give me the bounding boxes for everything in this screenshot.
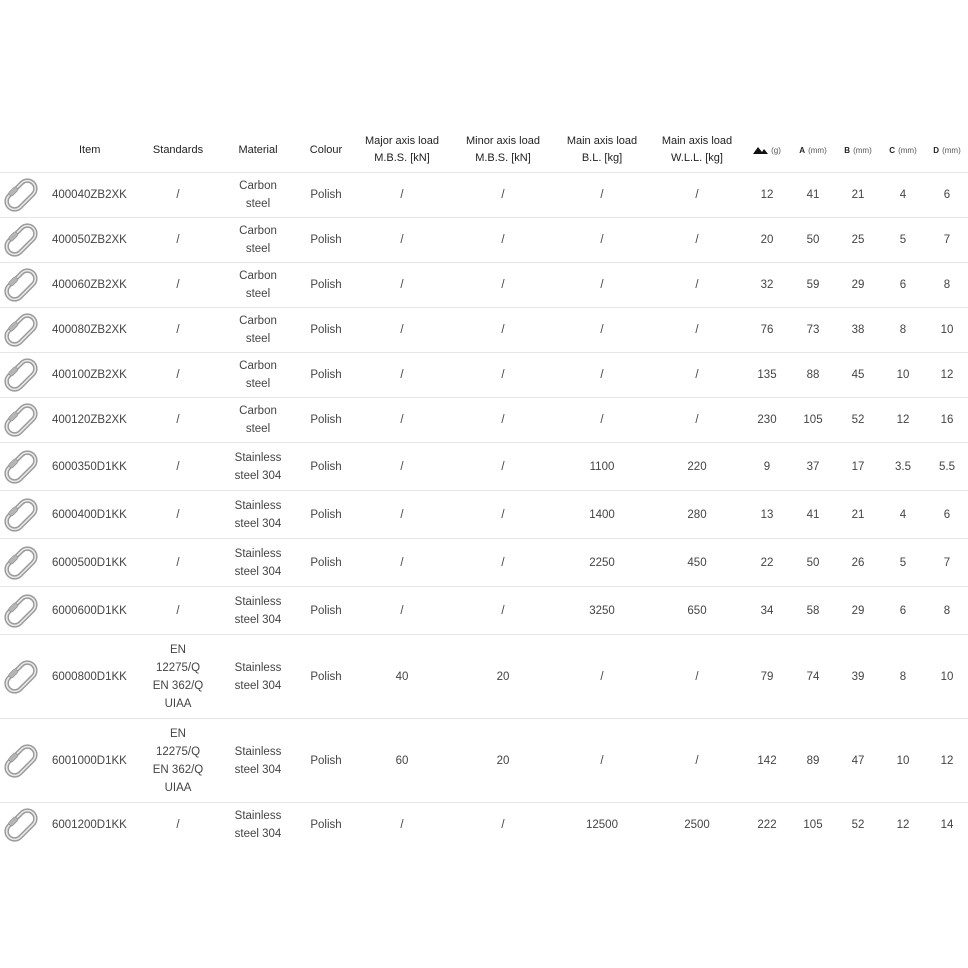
- material-cell: Stainless steel 304: [216, 803, 300, 848]
- a-cell: 59: [790, 263, 836, 308]
- minor-axis-cell: /: [452, 353, 554, 398]
- header-standards: Standards: [152, 143, 204, 156]
- main-axis-wll-cell: /: [650, 719, 744, 803]
- weight-cell: 135: [744, 353, 790, 398]
- colour-cell: Polish: [300, 398, 352, 443]
- a-cell: 37: [790, 443, 836, 491]
- d-cell: 6: [926, 173, 968, 218]
- item-code: 400080ZB2XK: [44, 308, 140, 353]
- main-axis-bl-cell: /: [554, 263, 650, 308]
- standards-cell: /: [140, 173, 216, 218]
- main-axis-bl-cell: /: [554, 398, 650, 443]
- b-cell: 39: [836, 635, 880, 719]
- b-cell: 45: [836, 353, 880, 398]
- d-cell: 5.5: [926, 443, 968, 491]
- colour-cell: Polish: [300, 539, 352, 587]
- a-cell: 105: [790, 398, 836, 443]
- colour-cell: Polish: [300, 719, 352, 803]
- c-cell: 12: [880, 803, 926, 848]
- major-axis-cell: /: [352, 491, 452, 539]
- major-axis-cell: /: [352, 539, 452, 587]
- material-cell: Carbon steel: [216, 173, 300, 218]
- b-cell: 21: [836, 173, 880, 218]
- c-cell: 5: [880, 218, 926, 263]
- d-cell: 10: [926, 635, 968, 719]
- item-code: 6001200D1KK: [44, 803, 140, 848]
- product-image-cell: [0, 587, 44, 635]
- main-axis-bl-cell: /: [554, 218, 650, 263]
- quick-link-icon: [0, 400, 42, 440]
- quick-link-icon: [0, 805, 42, 845]
- product-image-cell: [0, 539, 44, 587]
- item-code: 6000500D1KK: [44, 539, 140, 587]
- b-cell: 26: [836, 539, 880, 587]
- c-cell: 3.5: [880, 443, 926, 491]
- main-axis-bl-cell: 3250: [554, 587, 650, 635]
- a-cell: 41: [790, 491, 836, 539]
- material-cell: Carbon steel: [216, 353, 300, 398]
- colour-cell: Polish: [300, 443, 352, 491]
- material-cell: Stainless steel 304: [216, 587, 300, 635]
- main-axis-wll-cell: /: [650, 398, 744, 443]
- header-d: D (mm): [933, 145, 961, 155]
- weight-cell: 230: [744, 398, 790, 443]
- standards-cell: /: [140, 218, 216, 263]
- minor-axis-cell: /: [452, 173, 554, 218]
- colour-cell: Polish: [300, 587, 352, 635]
- table-row: [0, 539, 968, 587]
- product-image-cell: [0, 353, 44, 398]
- d-cell: 7: [926, 218, 968, 263]
- header-item: Item: [79, 143, 101, 156]
- d-cell: 7: [926, 539, 968, 587]
- d-cell: 14: [926, 803, 968, 848]
- table-row: [0, 491, 968, 539]
- colour-cell: Polish: [300, 173, 352, 218]
- major-axis-cell: /: [352, 218, 452, 263]
- header-image: [0, 128, 44, 173]
- main-axis-wll-cell: 450: [650, 539, 744, 587]
- b-cell: 29: [836, 263, 880, 308]
- product-image-cell: [0, 308, 44, 353]
- standards-cell: EN 12275/Q EN 362/Q UIAA: [140, 719, 216, 803]
- minor-axis-cell: /: [452, 263, 554, 308]
- c-cell: 10: [880, 719, 926, 803]
- product-spec-table: [0, 128, 968, 847]
- product-image-cell: [0, 398, 44, 443]
- a-cell: 88: [790, 353, 836, 398]
- header-major-axis: Major axis load M.B.S. [kN]: [365, 135, 439, 164]
- c-cell: 6: [880, 263, 926, 308]
- quick-link-icon: [0, 220, 42, 260]
- colour-cell: Polish: [300, 308, 352, 353]
- main-axis-bl-cell: /: [554, 719, 650, 803]
- major-axis-cell: /: [352, 587, 452, 635]
- c-cell: 12: [880, 398, 926, 443]
- header-minor-axis: Minor axis load M.B.S. [kN]: [466, 135, 540, 164]
- minor-axis-cell: /: [452, 308, 554, 353]
- weight-cell: 222: [744, 803, 790, 848]
- b-cell: 52: [836, 398, 880, 443]
- d-cell: 12: [926, 719, 968, 803]
- quick-link-icon: [0, 591, 42, 631]
- material-cell: Carbon steel: [216, 398, 300, 443]
- main-axis-bl-cell: /: [554, 635, 650, 719]
- table-row: [0, 173, 968, 218]
- b-cell: 25: [836, 218, 880, 263]
- c-cell: 10: [880, 353, 926, 398]
- item-code: 400100ZB2XK: [44, 353, 140, 398]
- table-row: [0, 263, 968, 308]
- standards-cell: /: [140, 491, 216, 539]
- a-cell: 41: [790, 173, 836, 218]
- colour-cell: Polish: [300, 635, 352, 719]
- table-row: [0, 308, 968, 353]
- material-cell: Stainless steel 304: [216, 443, 300, 491]
- main-axis-wll-cell: 220: [650, 443, 744, 491]
- c-cell: 8: [880, 635, 926, 719]
- weight-cell: 9: [744, 443, 790, 491]
- item-code: 400040ZB2XK: [44, 173, 140, 218]
- main-axis-wll-cell: /: [650, 263, 744, 308]
- quick-link-icon: [0, 175, 42, 215]
- main-axis-wll-cell: /: [650, 218, 744, 263]
- d-cell: 12: [926, 353, 968, 398]
- header-row: [0, 128, 968, 173]
- standards-cell: /: [140, 308, 216, 353]
- major-axis-cell: 60: [352, 719, 452, 803]
- main-axis-wll-cell: 2500: [650, 803, 744, 848]
- main-axis-wll-cell: 280: [650, 491, 744, 539]
- quick-link-icon: [0, 265, 42, 305]
- product-image-cell: [0, 719, 44, 803]
- header-main-axis-wll: Main axis load W.L.L. [kg]: [661, 135, 733, 164]
- a-cell: 105: [790, 803, 836, 848]
- table-row: [0, 218, 968, 263]
- product-image-cell: [0, 218, 44, 263]
- a-cell: 89: [790, 719, 836, 803]
- table-row: [0, 353, 968, 398]
- b-cell: 29: [836, 587, 880, 635]
- material-cell: Stainless steel 304: [216, 719, 300, 803]
- colour-cell: Polish: [300, 353, 352, 398]
- standards-cell: /: [140, 398, 216, 443]
- major-axis-cell: /: [352, 308, 452, 353]
- material-cell: Carbon steel: [216, 308, 300, 353]
- header-colour: Colour: [309, 143, 343, 156]
- minor-axis-cell: /: [452, 539, 554, 587]
- weight-cell: 22: [744, 539, 790, 587]
- a-cell: 50: [790, 539, 836, 587]
- b-cell: 38: [836, 308, 880, 353]
- quick-link-icon: [0, 447, 42, 487]
- table-body: [0, 173, 968, 848]
- header-main-axis-bl: Main axis load B.L. [kg]: [566, 135, 638, 164]
- main-axis-bl-cell: 1100: [554, 443, 650, 491]
- main-axis-wll-cell: /: [650, 635, 744, 719]
- weight-cell: 13: [744, 491, 790, 539]
- quick-link-icon: [0, 495, 42, 535]
- a-cell: 73: [790, 308, 836, 353]
- item-code: 6000400D1KK: [44, 491, 140, 539]
- standards-cell: /: [140, 803, 216, 848]
- minor-axis-cell: /: [452, 398, 554, 443]
- standards-cell: /: [140, 353, 216, 398]
- table-row: [0, 398, 968, 443]
- standards-cell: /: [140, 443, 216, 491]
- table-row: [0, 443, 968, 491]
- major-axis-cell: /: [352, 803, 452, 848]
- minor-axis-cell: /: [452, 218, 554, 263]
- weight-icon: [753, 146, 768, 154]
- d-cell: 16: [926, 398, 968, 443]
- table-row: [0, 803, 968, 848]
- colour-cell: Polish: [300, 491, 352, 539]
- product-image-cell: [0, 491, 44, 539]
- quick-link-icon: [0, 543, 42, 583]
- weight-cell: 34: [744, 587, 790, 635]
- header-material: Material: [238, 143, 278, 156]
- minor-axis-cell: 20: [452, 719, 554, 803]
- minor-axis-cell: /: [452, 443, 554, 491]
- major-axis-cell: /: [352, 263, 452, 308]
- major-axis-cell: /: [352, 398, 452, 443]
- main-axis-bl-cell: /: [554, 173, 650, 218]
- c-cell: 4: [880, 491, 926, 539]
- a-cell: 58: [790, 587, 836, 635]
- quick-link-icon: [0, 741, 42, 781]
- b-cell: 17: [836, 443, 880, 491]
- standards-cell: /: [140, 263, 216, 308]
- weight-cell: 12: [744, 173, 790, 218]
- header-a: A (mm): [799, 145, 827, 155]
- colour-cell: Polish: [300, 218, 352, 263]
- minor-axis-cell: /: [452, 587, 554, 635]
- main-axis-bl-cell: /: [554, 353, 650, 398]
- d-cell: 6: [926, 491, 968, 539]
- main-axis-bl-cell: 12500: [554, 803, 650, 848]
- c-cell: 4: [880, 173, 926, 218]
- b-cell: 47: [836, 719, 880, 803]
- weight-cell: 76: [744, 308, 790, 353]
- product-image-cell: [0, 803, 44, 848]
- material-cell: Stainless steel 304: [216, 491, 300, 539]
- weight-cell: 32: [744, 263, 790, 308]
- c-cell: 5: [880, 539, 926, 587]
- item-code: 400060ZB2XK: [44, 263, 140, 308]
- quick-link-icon: [0, 310, 42, 350]
- standards-cell: /: [140, 539, 216, 587]
- major-axis-cell: /: [352, 353, 452, 398]
- major-axis-cell: 40: [352, 635, 452, 719]
- material-cell: Carbon steel: [216, 263, 300, 308]
- material-cell: Stainless steel 304: [216, 539, 300, 587]
- minor-axis-cell: /: [452, 803, 554, 848]
- b-cell: 52: [836, 803, 880, 848]
- d-cell: 8: [926, 263, 968, 308]
- item-code: 6000800D1KK: [44, 635, 140, 719]
- item-code: 400120ZB2XK: [44, 398, 140, 443]
- minor-axis-cell: /: [452, 491, 554, 539]
- main-axis-wll-cell: /: [650, 308, 744, 353]
- header-b: B (mm): [844, 145, 872, 155]
- b-cell: 21: [836, 491, 880, 539]
- main-axis-bl-cell: 1400: [554, 491, 650, 539]
- table-row: [0, 635, 968, 719]
- item-code: 6000350D1KK: [44, 443, 140, 491]
- d-cell: 10: [926, 308, 968, 353]
- product-image-cell: [0, 173, 44, 218]
- standards-cell: /: [140, 587, 216, 635]
- item-code: 400050ZB2XK: [44, 218, 140, 263]
- item-code: 6001000D1KK: [44, 719, 140, 803]
- colour-cell: Polish: [300, 803, 352, 848]
- header-c: C (mm): [889, 145, 917, 155]
- quick-link-icon: [0, 355, 42, 395]
- table-row: [0, 719, 968, 803]
- main-axis-bl-cell: /: [554, 308, 650, 353]
- major-axis-cell: /: [352, 443, 452, 491]
- colour-cell: Polish: [300, 263, 352, 308]
- main-axis-bl-cell: 2250: [554, 539, 650, 587]
- table-row: [0, 587, 968, 635]
- d-cell: 8: [926, 587, 968, 635]
- weight-cell: 20: [744, 218, 790, 263]
- major-axis-cell: /: [352, 173, 452, 218]
- main-axis-wll-cell: /: [650, 173, 744, 218]
- item-code: 6000600D1KK: [44, 587, 140, 635]
- standards-cell: EN 12275/Q EN 362/Q UIAA: [140, 635, 216, 719]
- a-cell: 50: [790, 218, 836, 263]
- main-axis-wll-cell: 650: [650, 587, 744, 635]
- product-image-cell: [0, 263, 44, 308]
- material-cell: Carbon steel: [216, 218, 300, 263]
- c-cell: 6: [880, 587, 926, 635]
- main-axis-wll-cell: /: [650, 353, 744, 398]
- header-weight: (g): [744, 128, 790, 173]
- material-cell: Stainless steel 304: [216, 635, 300, 719]
- weight-cell: 142: [744, 719, 790, 803]
- a-cell: 74: [790, 635, 836, 719]
- weight-cell: 79: [744, 635, 790, 719]
- minor-axis-cell: 20: [452, 635, 554, 719]
- quick-link-icon: [0, 657, 42, 697]
- product-image-cell: [0, 635, 44, 719]
- c-cell: 8: [880, 308, 926, 353]
- product-image-cell: [0, 443, 44, 491]
